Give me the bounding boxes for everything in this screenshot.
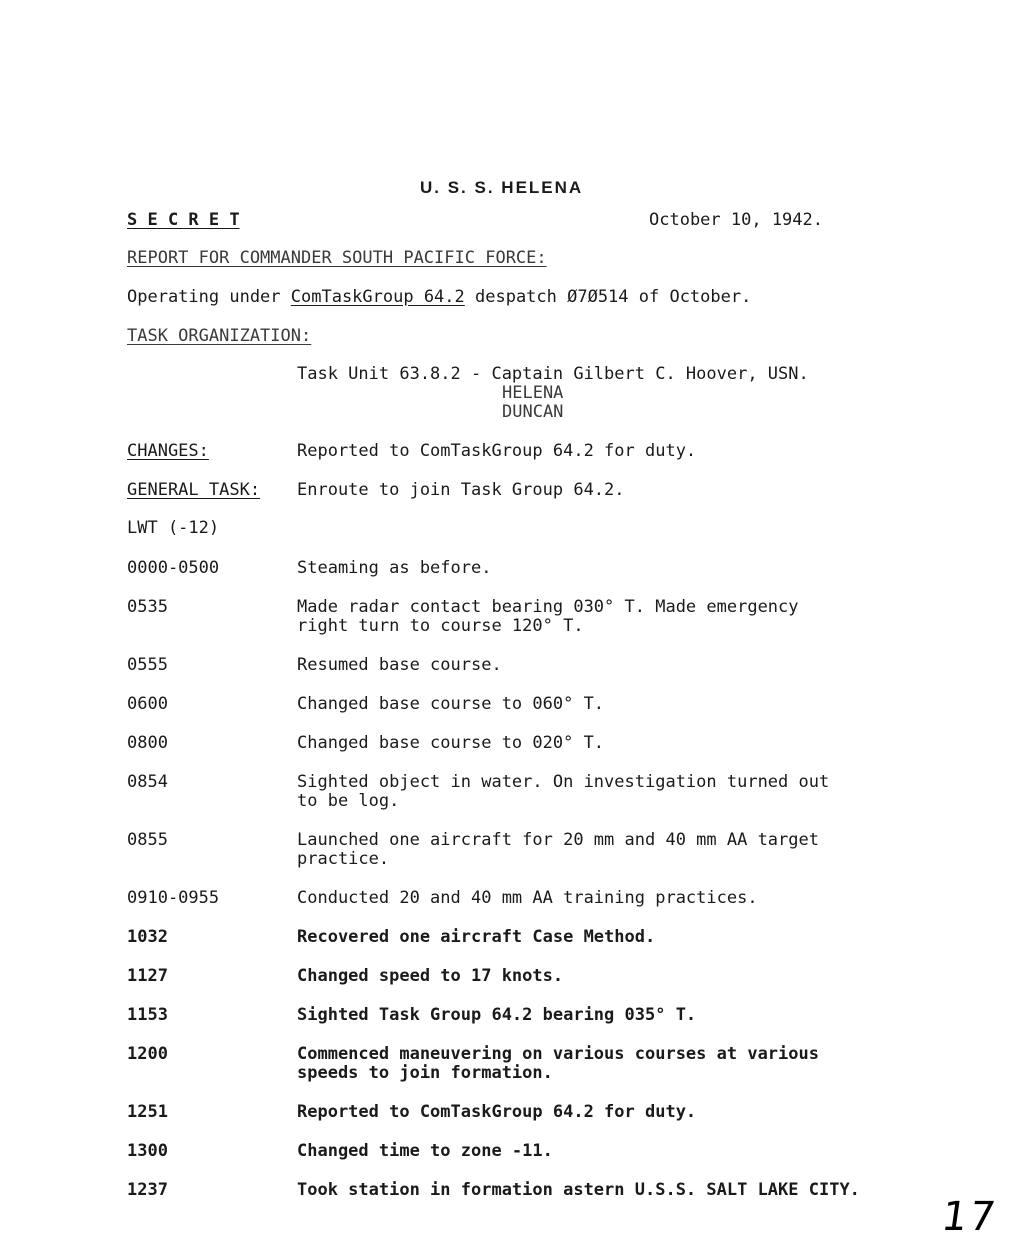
log-time: 1032 bbox=[127, 927, 168, 947]
ship-title: U. S. S. HELENA bbox=[420, 178, 584, 197]
log-time: 1237 bbox=[127, 1180, 168, 1200]
log-text: Took station in formation astern U.S.S. SALT LAKE CITY. bbox=[297, 1180, 860, 1200]
log-time: 0000-0500 bbox=[127, 558, 220, 578]
log-time: 0854 bbox=[127, 772, 168, 792]
operating-prefix: Operating under bbox=[127, 287, 291, 307]
log-text: Changed time to zone -11. bbox=[297, 1141, 553, 1161]
general-task-label: GENERAL TASK: bbox=[127, 480, 261, 500]
report-date: October 10, 1942. bbox=[649, 210, 823, 230]
classification-label: S E C R E T bbox=[127, 210, 240, 230]
changes-text: Reported to ComTaskGroup 64.2 for duty. bbox=[297, 441, 697, 461]
log-text: to be log. bbox=[297, 791, 400, 811]
log-text: Changed base course to 020° T. bbox=[297, 733, 605, 753]
log-text: Resumed base course. bbox=[297, 655, 502, 675]
log-text: Recovered one aircraft Case Method. bbox=[297, 927, 656, 947]
log-time: 0600 bbox=[127, 694, 168, 714]
general-task-text: Enroute to join Task Group 64.2. bbox=[297, 480, 625, 500]
log-text: right turn to course 120° T. bbox=[297, 616, 584, 636]
log-text: Changed speed to 17 knots. bbox=[297, 966, 564, 986]
report-for-heading: REPORT FOR COMMANDER SOUTH PACIFIC FORCE: bbox=[127, 248, 547, 268]
operating-suffix: despatch Ø7Ø514 of October. bbox=[464, 287, 752, 307]
log-time: 1251 bbox=[127, 1102, 168, 1122]
log-text: Steaming as before. bbox=[297, 558, 492, 578]
log-time: 1300 bbox=[127, 1141, 168, 1161]
log-text: Sighted Task Group 64.2 bearing 035° T. bbox=[297, 1005, 697, 1025]
task-ship-duncan: DUNCAN bbox=[502, 402, 564, 422]
log-text: Reported to ComTaskGroup 64.2 for duty. bbox=[297, 1102, 697, 1122]
log-time: 1127 bbox=[127, 966, 168, 986]
handwritten-page-number: 17 bbox=[938, 1194, 1001, 1240]
log-time: 0910-0955 bbox=[127, 888, 220, 908]
log-time: 0555 bbox=[127, 655, 168, 675]
log-text: Made radar contact bearing 030° T. Made emergency bbox=[297, 597, 799, 617]
log-text: speeds to join formation. bbox=[297, 1063, 553, 1083]
log-text: Conducted 20 and 40 mm AA training practices. bbox=[297, 888, 758, 908]
task-unit-line: Task Unit 63.8.2 - Captain Gilbert C. Hoover, USN. bbox=[297, 364, 809, 384]
task-organization-heading: TASK ORGANIZATION: bbox=[127, 326, 312, 346]
log-time: 1153 bbox=[127, 1005, 168, 1025]
operating-authority: ComTaskGroup 64.2 bbox=[290, 287, 465, 307]
log-time: 0855 bbox=[127, 830, 168, 850]
log-text: Commenced maneuvering on various courses at various bbox=[297, 1044, 819, 1064]
log-text: Launched one aircraft for 20 mm and 40 mm AA target bbox=[297, 830, 819, 850]
changes-label: CHANGES: bbox=[127, 441, 209, 461]
time-zone-label: LWT (-12) bbox=[127, 518, 220, 538]
operating-line bbox=[127, 287, 751, 307]
log-text: Sighted object in water. On investigation turned out bbox=[297, 772, 830, 792]
log-time: 0535 bbox=[127, 597, 168, 617]
log-time: 1200 bbox=[127, 1044, 168, 1064]
log-text: Changed base course to 060° T. bbox=[297, 694, 605, 714]
log-text: practice. bbox=[297, 849, 390, 869]
task-ship-helena: HELENA bbox=[502, 383, 564, 403]
log-time: 0800 bbox=[127, 733, 168, 753]
